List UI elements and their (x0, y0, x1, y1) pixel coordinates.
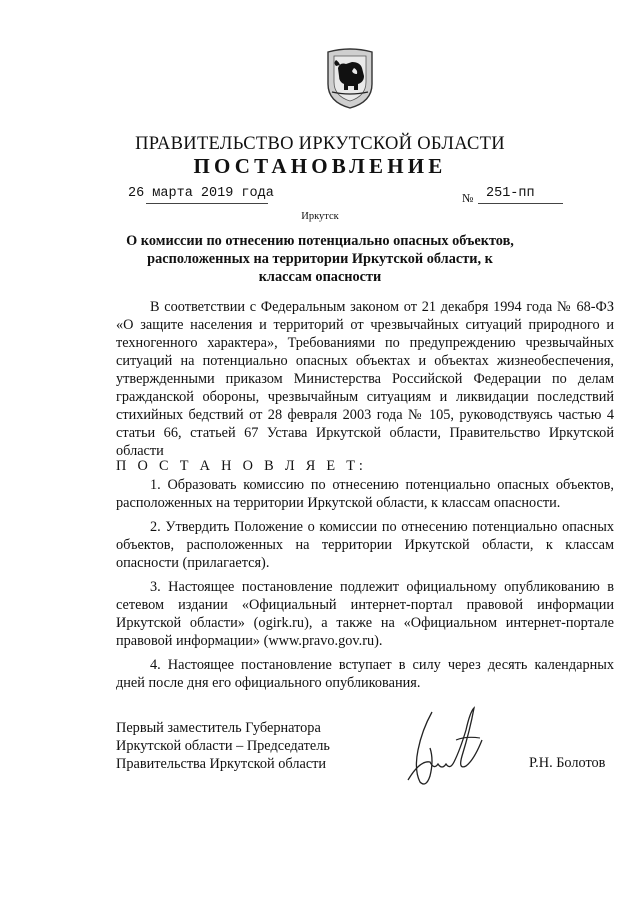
preamble (116, 298, 614, 460)
position-line: Правительства Иркутской области (116, 756, 327, 772)
list-item: 2. Утвердить Положение о комиссии по отнесению потенциально опасных объектов, расположенных на территории Иркутской области, к классам опасности (прилагается). (116, 519, 614, 571)
signer-name: Р.Н. Болотов (529, 755, 606, 771)
signer-position (116, 719, 346, 773)
list-item: 3. Настоящее постановление подлежит официальному опубликованию в сетевом издании «Официальный интернет-портал правовой информации Иркутской области» (ogirk.ru), а также на «Официальном интернет-портале правовой информации» (www.pravo.gov.ru). (116, 579, 614, 649)
position-line: Иркутской области – Председатель (116, 738, 330, 754)
preamble-text: В соответствии с Федеральным законом от 21 декабря 1994 года № 68-ФЗ «О защите населения и территорий от чрезвычайных ситуаций природного и техногенного характера», Требованиями по предупреждению чрезвычайных ситуаций на потенциально опасных объектах и объектах жизнеобеспечения, утвержденными приказом Министерства Российской Федерации по делам гражданской обороны, чрезвычайным ситуациям и ликвидации последствий стихийных бедствий от 28 февраля 2003 года № 105, руководствуясь частью 4 статьи 66, статьей 67 Устава Иркутской области, Правительство Иркутской области (116, 299, 614, 459)
number-underline (478, 203, 563, 204)
list-item: 4. Настоящее постановление вступает в силу через десять календарных дней после дня его официального опубликования. (116, 657, 614, 691)
handwritten-signature (400, 700, 490, 790)
irkutsk-coat-of-arms-icon (324, 46, 376, 110)
document-title: О комиссии по отнесению потенциально опасных объектов, расположенных на территории Иркутской области, к классам опасности (126, 233, 514, 285)
position-line: Первый заместитель Губернатора (116, 720, 321, 736)
number-sign: № (462, 191, 474, 205)
city: Иркутск (301, 211, 339, 222)
document-date: 26 марта 2019 года (128, 186, 274, 201)
decree-items (116, 476, 614, 698)
government-name: ПРАВИТЕЛЬСТВО ИРКУТСКОЙ ОБЛАСТИ (135, 134, 505, 154)
list-item: 1. Образовать комиссию по отнесению потенциально опасных объектов, расположенных на территории Иркутской области, к классам опасности. (116, 477, 614, 511)
date-underline (146, 203, 268, 204)
document-type: ПОСТАНОВЛЕНИЕ (193, 154, 447, 178)
document-number: 251-пп (486, 186, 535, 201)
decree-word: П О С Т А Н О В Л Я Е Т: (116, 458, 367, 474)
